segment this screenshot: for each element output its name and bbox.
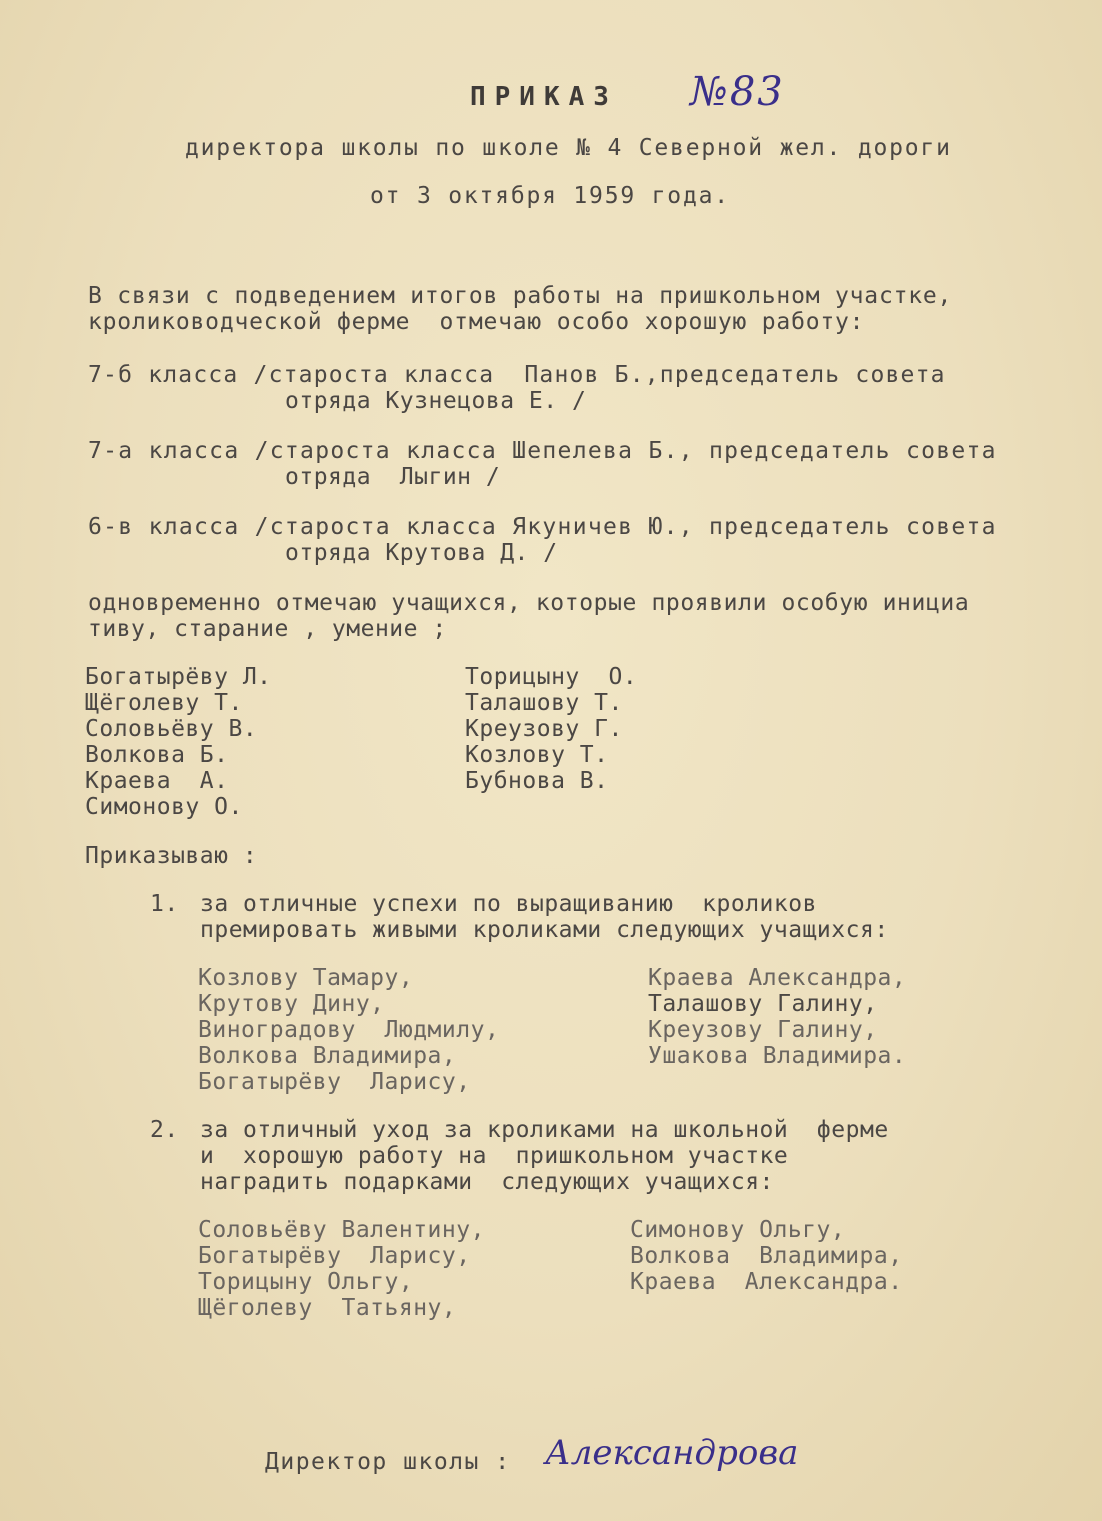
director-label: Директор школы : [265, 1449, 511, 1475]
student-left-4: Волкова Б. [85, 742, 229, 768]
director-signature: Александрова [545, 1433, 799, 1473]
item-1-right-3: Креузову Галину, [648, 1017, 878, 1043]
item-2-number: 2. [150, 1117, 179, 1143]
item-1-number: 1. [150, 891, 179, 917]
item-2-left-4: Щёголеву Татьяну, [198, 1295, 457, 1321]
item-1-left-5: Богатырёву Ларису, [198, 1069, 471, 1095]
student-left-6: Симонову О. [85, 794, 243, 820]
student-right-4: Козлову Т. [465, 742, 609, 768]
document-title: ПРИКАЗ [470, 82, 618, 112]
class-2-line-2: отряда Лыгин / [285, 464, 501, 490]
item-1-left-2: Крутову Дину, [198, 991, 385, 1017]
order-label: Приказываю : [85, 843, 258, 869]
item-2-line-2: и хорошую работу на пришкольном участке [200, 1143, 789, 1169]
item-2-right-1: Симонову Ольгу, [630, 1217, 846, 1243]
class-3-line-2: отряда Крутова Д. / [285, 540, 558, 566]
student-right-3: Креузову Г. [465, 716, 623, 742]
order-number-handwritten: №83 [690, 69, 785, 115]
also-line-2: тиву, старание , умение ; [88, 616, 447, 642]
class-2-line-1: 7-а класса /староста класса Шепелева Б., председатель совета [88, 438, 997, 464]
item-1-line-1: за отличные успехи по выращиванию кроликов [200, 891, 817, 917]
class-1-line-2: отряда Кузнецова Е. / [285, 388, 587, 414]
item-2-left-2: Богатырёву Ларису, [198, 1243, 471, 1269]
item-2-line-1: за отличный уход за кроликами на школьной ферме [200, 1117, 889, 1143]
class-3-line-1: 6-в класса /староста класса Якуничев Ю., председатель совета [88, 514, 997, 540]
student-right-2: Талашову Т. [465, 690, 623, 716]
intro-line-1: В связи с подведением итогов работы на пришкольном участке, [88, 283, 953, 309]
item-2-left-3: Торицыну Ольгу, [198, 1269, 414, 1295]
student-right-1: Торицыну О. [465, 664, 638, 690]
item-1-line-2: премировать живыми кроликами следующих учащихся: [200, 917, 889, 943]
also-line-1: одновременно отмечаю учащихся, которые проявили особую инициа [88, 590, 970, 616]
item-2-line-3: наградить подарками следующих учащихся: [200, 1169, 774, 1195]
item-1-right-2: Талашову Галину, [648, 991, 878, 1017]
item-1-right-1: Краева Александра, [648, 965, 907, 991]
student-right-5: Бубнова В. [465, 768, 609, 794]
item-1-left-4: Волкова Владимира, [198, 1043, 457, 1069]
student-left-3: Соловьёву В. [85, 716, 258, 742]
header-line-1: директора школы по школе № 4 Северной жел. дороги [185, 135, 952, 161]
item-2-right-3: Краева Александра. [630, 1269, 903, 1295]
item-1-left-1: Козлову Тамару, [198, 965, 414, 991]
item-2-right-2: Волкова Владимира, [630, 1243, 903, 1269]
class-1-line-1: 7-б класса /староста класса Панов Б.,председатель совета [88, 362, 946, 388]
student-left-5: Краева А. [85, 768, 229, 794]
item-2-left-1: Соловьёву Валентину, [198, 1217, 485, 1243]
item-1-right-4: Ушакова Владимира. [648, 1043, 907, 1069]
student-left-2: Щёголеву Т. [85, 690, 243, 716]
student-left-1: Богатырёву Л. [85, 664, 272, 690]
item-1-left-3: Виноградову Людмилу, [198, 1017, 500, 1043]
header-date: от 3 октября 1959 года. [370, 183, 730, 209]
intro-line-2: кролиководческой ферме отмечаю особо хорошую работу: [88, 309, 865, 335]
